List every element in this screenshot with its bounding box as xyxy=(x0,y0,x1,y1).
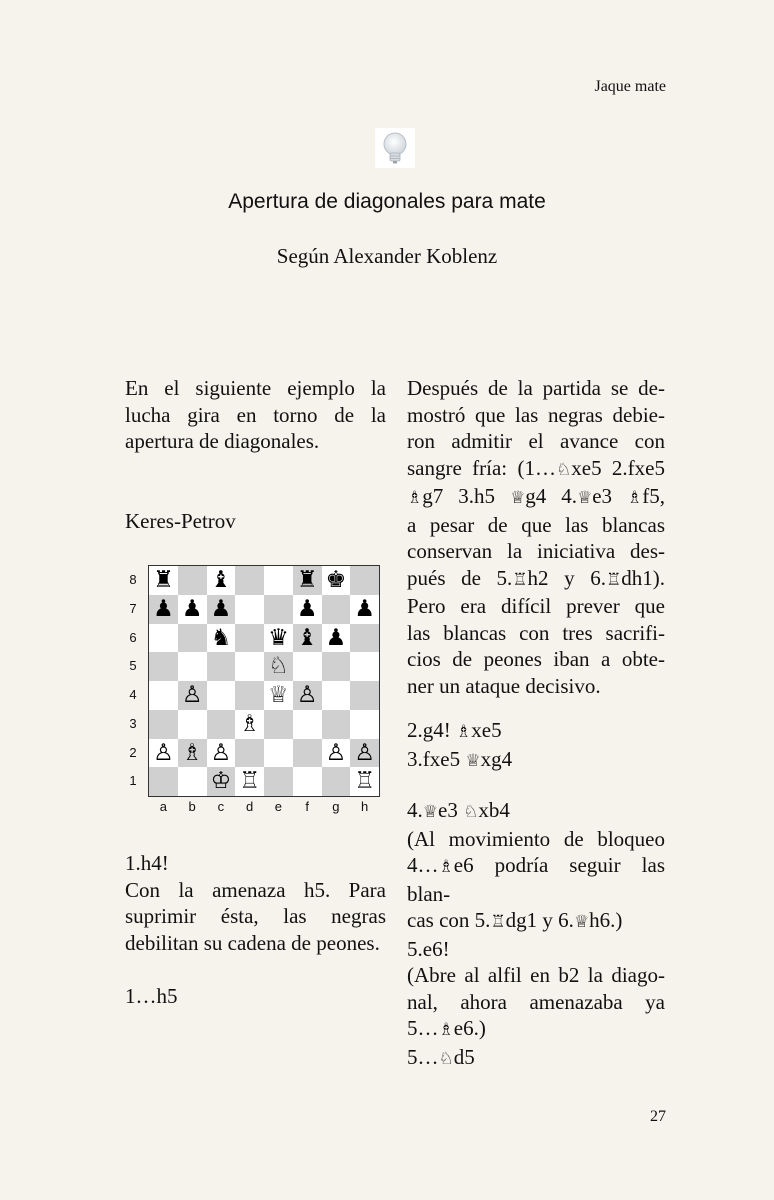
black-pawn-icon: ♟ xyxy=(181,595,203,622)
rank-label: 6 xyxy=(129,629,137,645)
white-pawn-icon: ♙ xyxy=(153,739,174,766)
bishop-icon: ♗ xyxy=(438,857,454,877)
chess-diagram xyxy=(125,565,385,820)
board-square-d6 xyxy=(235,624,264,653)
bishop-icon: ♗ xyxy=(407,488,423,508)
board-square-d8 xyxy=(235,566,264,595)
white-knight-icon: ♘ xyxy=(268,653,289,680)
board-square-f5 xyxy=(293,652,322,681)
board-square-f3 xyxy=(293,710,322,739)
section-subtitle: Según Alexander Koblenz xyxy=(276,244,498,268)
black-pawn-icon: ♟ xyxy=(210,595,232,622)
board-square-e7 xyxy=(264,595,293,624)
rook-icon: ♖ xyxy=(512,569,528,590)
white-pawn-icon: ♙ xyxy=(325,739,347,766)
board-square-g4 xyxy=(322,681,351,710)
white-pawn-icon: ♙ xyxy=(181,682,203,708)
rank-label: 5 xyxy=(129,658,137,674)
page-number: 27 xyxy=(650,1108,666,1125)
white-bishop-icon: ♗ xyxy=(181,739,203,766)
analysis-paragraph: Después de la partida se de- mostró que las negras debie- ron admitir el avance con sangre fría: (1…♘xe5 2.fxe5 ♗g7 3.h5 ♕g4 4.♕e3 ♗f5, a pesar de que las blancas conservan la iniciativa des- pués de 5.♖h2 y 6.♖dh1). Pero era difícil prever que las blancas con tres sacrifi- cios de peones iban a obte- ner un ataque decisivo. xyxy=(407,376,666,698)
rank-label: 7 xyxy=(129,600,137,616)
board-square-d7 xyxy=(235,595,264,624)
knight-icon: ♘ xyxy=(556,459,572,480)
rank-label: 2 xyxy=(129,744,137,760)
file-label: f xyxy=(305,799,309,814)
board-square-d4 xyxy=(235,681,264,710)
black-pawn-icon: ♟ xyxy=(325,624,347,651)
chessboard xyxy=(148,565,380,797)
queen-icon: ♕ xyxy=(509,488,526,508)
white-bishop-icon: ♗ xyxy=(239,710,260,737)
board-square-f1 xyxy=(293,767,322,796)
queen-icon: ♕ xyxy=(422,802,438,822)
file-label: a xyxy=(159,799,167,814)
intro-paragraph: En el siguiente ejemplo la lucha gira en torno de la apertura de diagonales. xyxy=(125,376,386,453)
black-king-icon: ♚ xyxy=(325,567,347,593)
moves-2-3: 2.g4! ♗xe5 3.fxe5 ♕xg4 xyxy=(407,718,513,771)
board-square-b5 xyxy=(178,652,207,681)
white-king-icon: ♔ xyxy=(210,768,232,795)
bishop-icon: ♗ xyxy=(627,488,643,508)
board-square-h5 xyxy=(350,652,379,681)
white-queen-icon: ♕ xyxy=(268,682,289,708)
black-pawn-icon: ♟ xyxy=(296,595,318,622)
rank-label: 8 xyxy=(129,572,137,587)
lightbulb-icon xyxy=(375,128,415,168)
rank-label: 3 xyxy=(129,715,137,731)
board-square-c4 xyxy=(207,681,236,710)
white-pawn-icon: ♙ xyxy=(296,682,318,708)
board-square-h6 xyxy=(350,624,379,653)
queen-icon: ♕ xyxy=(573,912,590,932)
black-queen-icon: ♛ xyxy=(268,624,289,651)
file-label: c xyxy=(217,799,225,814)
board-square-b6 xyxy=(178,624,207,653)
board-square-g5 xyxy=(322,652,351,681)
white-rook-icon: ♖ xyxy=(354,768,375,795)
board-square-c3 xyxy=(207,710,236,739)
board-square-a1 xyxy=(149,767,178,796)
board-square-b1 xyxy=(178,767,207,796)
board-square-e1 xyxy=(264,767,293,796)
move-1: 1.h4! xyxy=(125,851,169,875)
bishop-icon: ♗ xyxy=(438,1020,454,1040)
board-square-g1 xyxy=(322,767,351,796)
black-pawn-icon: ♟ xyxy=(153,595,174,622)
board-square-h3 xyxy=(350,710,379,739)
queen-icon: ♕ xyxy=(576,488,593,508)
board-square-g3 xyxy=(322,710,351,739)
black-bishop-icon: ♝ xyxy=(296,624,318,651)
moves-4-5: 4.♕e3 ♘xb4 (Al movimiento de bloqueo 4…♗e6 podría seguir las blan- cas con 5.♖dg1 y 6.♕h6.) 5.e6! (Abre al alfil en b2 la diago- nal, ahora amenazaba ya 5…♗e6.) 5…♘d5 xyxy=(407,798,665,1069)
game-heading: Keres-Petrov xyxy=(125,509,236,533)
black-knight-icon: ♞ xyxy=(210,624,232,651)
board-square-e3 xyxy=(264,710,293,739)
black-rook-icon: ♜ xyxy=(153,567,174,593)
knight-icon: ♘ xyxy=(438,1048,454,1069)
board-square-d5 xyxy=(235,652,264,681)
bishop-icon: ♗ xyxy=(456,722,472,742)
board-square-c5 xyxy=(207,652,236,681)
board-square-a6 xyxy=(149,624,178,653)
white-pawn-icon: ♙ xyxy=(210,739,232,766)
board-square-a5 xyxy=(149,652,178,681)
rook-icon: ♖ xyxy=(490,912,506,932)
black-pawn-icon: ♟ xyxy=(354,595,375,622)
rook-icon: ♖ xyxy=(606,569,622,590)
board-square-g7 xyxy=(322,595,351,624)
rank-label: 4 xyxy=(129,687,137,702)
file-label: g xyxy=(332,799,340,814)
file-label: e xyxy=(274,799,282,814)
file-label: b xyxy=(188,799,196,814)
white-pawn-icon: ♙ xyxy=(354,739,375,766)
rank-label: 1 xyxy=(129,773,137,789)
section-title: Apertura de diagonales para mate xyxy=(228,190,546,213)
knight-icon: ♘ xyxy=(463,802,479,822)
board-square-f2 xyxy=(293,739,322,768)
running-header: Jaque mate xyxy=(594,78,666,95)
move-1-black: 1…h5 xyxy=(125,984,178,1008)
board-square-a3 xyxy=(149,710,178,739)
board-square-e2 xyxy=(264,739,293,768)
board-square-b3 xyxy=(178,710,207,739)
file-label: h xyxy=(361,799,369,814)
board-square-b8 xyxy=(178,566,207,595)
black-bishop-icon: ♝ xyxy=(210,567,232,593)
board-square-h4 xyxy=(350,681,379,710)
black-rook-icon: ♜ xyxy=(296,567,318,593)
queen-icon: ♕ xyxy=(465,750,481,771)
board-square-e8 xyxy=(264,566,293,595)
board-square-h8 xyxy=(350,566,379,595)
comment-1: Con la amenaza h5. Para suprimir ésta, las negras debilitan su cadena de peones. xyxy=(125,877,386,955)
board-square-d2 xyxy=(235,739,264,768)
file-label: d xyxy=(246,799,254,814)
white-rook-icon: ♖ xyxy=(239,768,260,795)
board-square-a4 xyxy=(149,681,178,710)
